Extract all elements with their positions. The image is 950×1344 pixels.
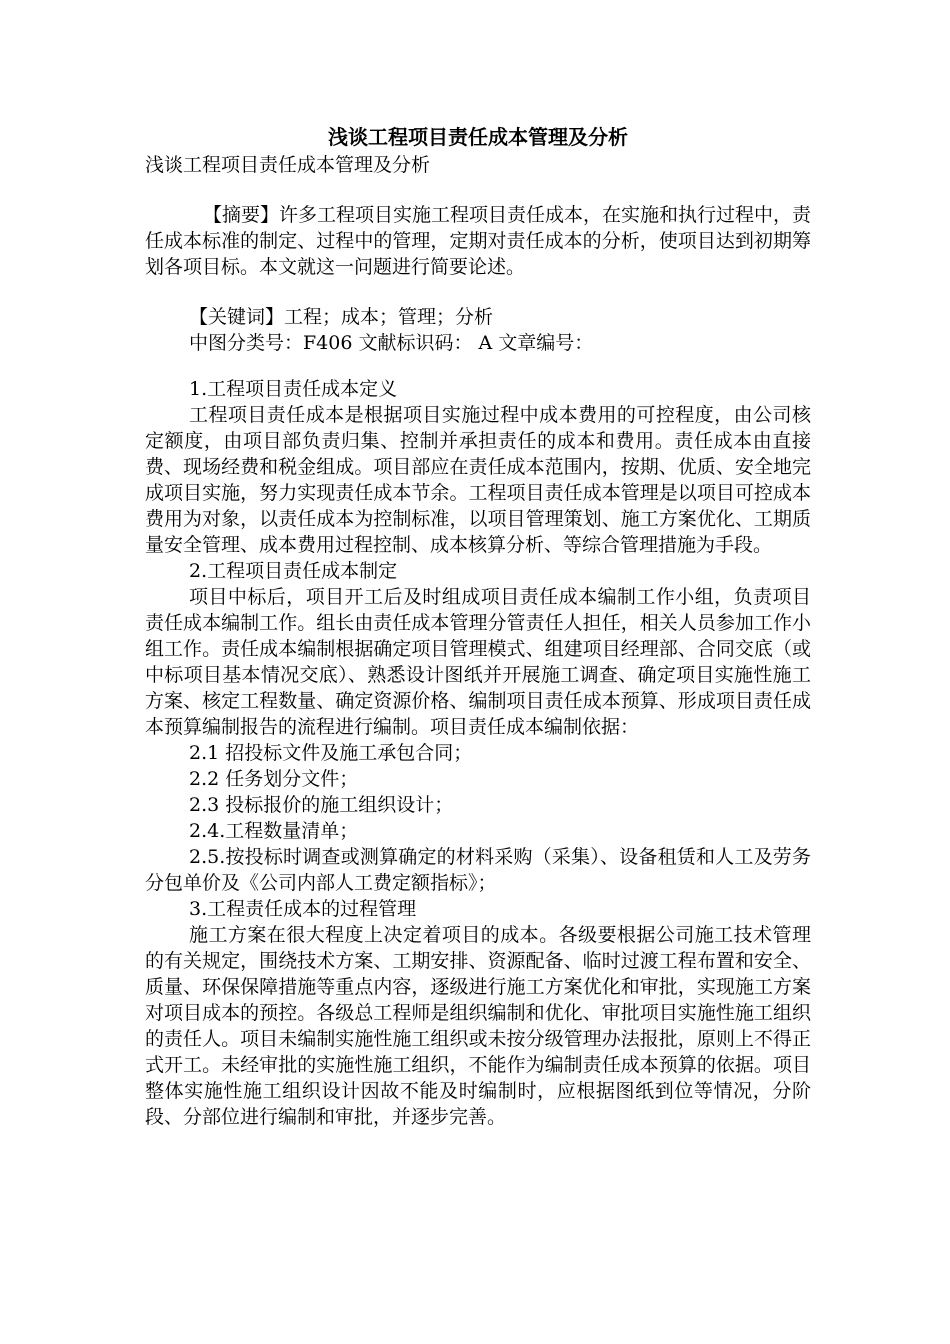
section-1-body: 工程项目责任成本是根据项目实施过程中成本费用的可控程度，由公司核定额度，由项目部负责归集、控制并承担责任的成本和费用。责任成本由直接费、现场经费和税金组成。项目部应在责任成本范围内，按期、优质、安全地完成项目实施，努力实现责任成本节余。工程项目责任成本管理是以项目可控成本费用为对象，以责任成本为控制标准，以项目管理策划、施工方案优化、工期质量安全管理、成本费用过程控制、成本核算分析、等综合管理措施为手段。 [145, 404, 811, 556]
document-subtitle: 浅谈工程项目责任成本管理及分析 [145, 154, 431, 176]
abstract-paragraph: 【摘要】许多工程项目实施工程项目责任成本，在实施和执行过程中，责任成本标准的制定、过程中的管理，定期对责任成本的分析，使项目达到初期筹划各项目标。本文就这一问题进行简要论述。 [145, 204, 812, 278]
list-item-2-1: 2.1 招投标文件及施工承包合同； [189, 742, 473, 764]
document-page [145, 122, 811, 1130]
list-item-2-3: 2.3 投标报价的施工组织设计； [189, 794, 454, 816]
section-2-body: 项目中标后，项目开工后及时组成项目责任成本编制工作小组，负责项目责任成本编制工作。组长由责任成本管理分管责任人担任，相关人员参加工作小组工作。责任成本编制根据确定项目管理模式、组建项目经理部、合同交底（或中标项目基本情况交底）、熟悉设计图纸并开展施工调查、确定项目实施性施工方案、核定工程数量、确定资源价格、编制项目责任成本预算、形成项目责任成本预算编制报告的流程进行编制。项目责任成本编制依据： [145, 586, 811, 738]
document-title: 浅谈工程项目责任成本管理及分析 [328, 125, 628, 149]
classification-line: 中图分类号：F406 文献标识码： A 文章编号： [189, 332, 594, 354]
section-2-heading: 2.工程项目责任成本制定 [189, 560, 398, 582]
spacer [145, 178, 811, 202]
section-1-heading: 1.工程项目责任成本定义 [189, 378, 398, 400]
section-3-body: 施工方案在很大程度上决定着项目的成本。各级要根据公司施工技术管理的有关规定，围绕技术方案、工期安排、资源配备、临时过渡工程布置和安全、质量、环保保障措施等重点内容，逐级进行施工方案优化和审批，实现施工方案对项目成本的预控。各级总工程师是组织编制和优化、审批项目实施性施工组织的责任人。项目未编制实施性施工组织或未按分级管理办法报批，原则上不得正式开工。未经审批的实施性施工组织，不能作为编制责任成本预算的依据。项目整体实施性施工组织设计因故不能及时编制时，应根据图纸到位等情况，分阶段、分部位进行编制和审批，并逐步完善。 [145, 924, 811, 1128]
spacer [145, 280, 811, 304]
keywords-line: 【关键词】工程；成本；管理；分析 [189, 306, 494, 328]
spacer [145, 356, 811, 376]
list-item-2-4: 2.4.工程数量清单； [189, 820, 359, 842]
list-item-2-5: 2.5.按投标时调查或测算确定的材料采购（采集）、设备租赁和人工及劳务分包单价及《公司内部人工费定额指标》； [145, 846, 811, 894]
section-3-heading: 3.工程责任成本的过程管理 [189, 898, 417, 920]
list-item-2-2: 2.2 任务划分文件； [189, 768, 359, 790]
